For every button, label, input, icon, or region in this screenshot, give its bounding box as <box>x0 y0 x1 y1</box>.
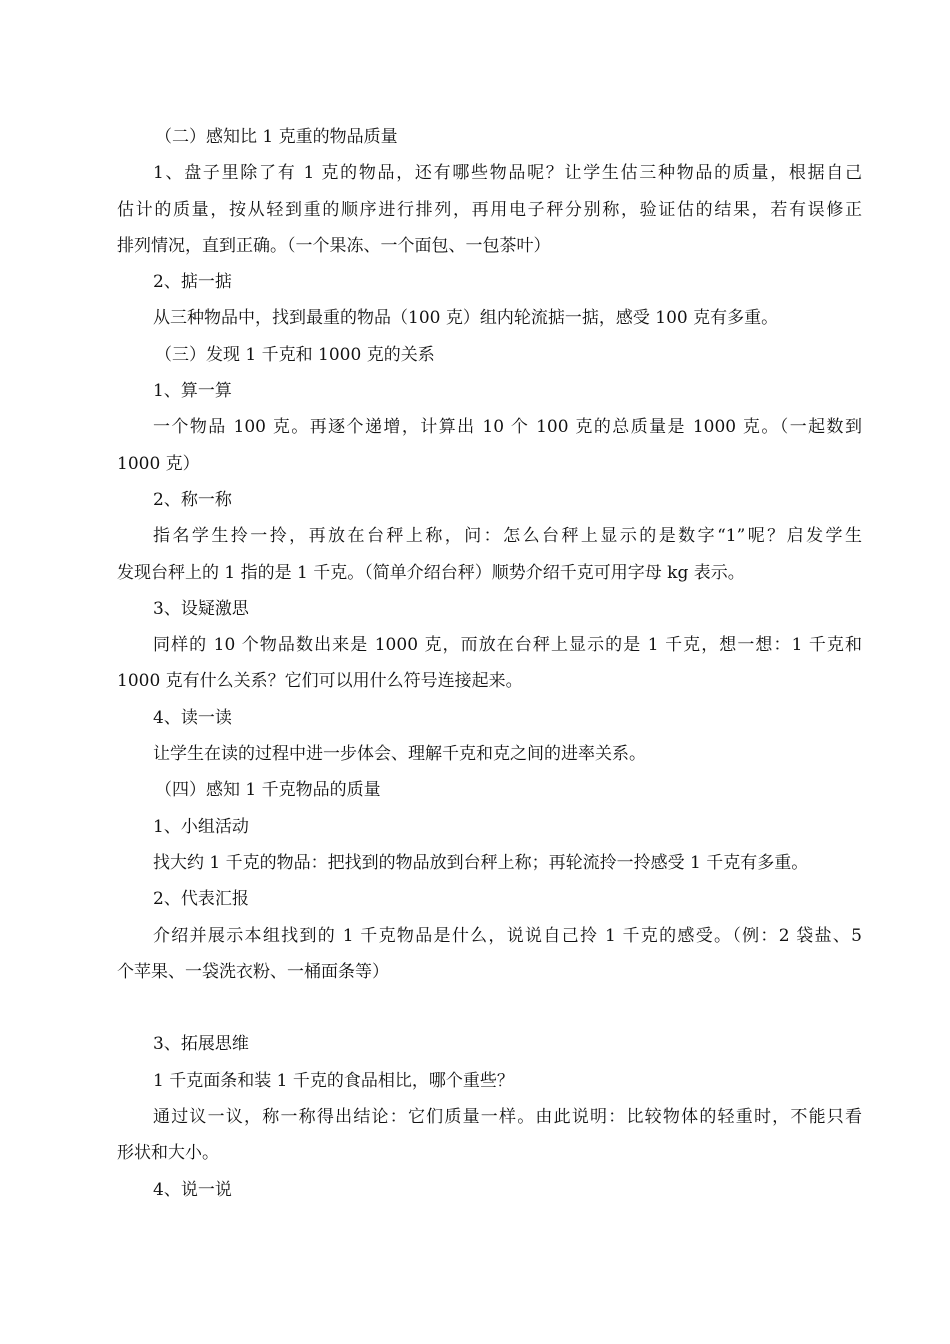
paragraph-line: 形状和大小。 <box>117 1143 219 1164</box>
paragraph-line: 1000 克） <box>117 453 200 474</box>
paragraph-line: 找大约 1 千克的物品：把找到的物品放到台秤上称；再轮流拎一拎感受 1 千克有多重。 <box>153 852 809 873</box>
step-heading: 1、算一算 <box>153 381 232 402</box>
paragraph-line: 同样的 10 个物品数出来是 1000 克，而放在台秤上显示的是 1 千克，想一想：1 千克和 <box>153 635 862 656</box>
paragraph-line: 1 千克面条和装 1 千克的食品相比，哪个重些？ <box>153 1070 514 1091</box>
paragraph-line: 估计的质量，按从轻到重的顺序进行排列，再用电子秤分别称，验证估的结果，若有误修正 <box>117 199 862 220</box>
paragraph-line: 1、盘子里除了有 1 克的物品，还有哪些物品呢？让学生估三种物品的质量，根据自己 <box>153 163 862 184</box>
blank-line <box>117 990 862 1026</box>
section-heading-3: （三）发现 1 千克和 1000 克的关系 <box>155 344 435 365</box>
step-heading: 4、读一读 <box>153 707 232 728</box>
step-heading: 2、代表汇报 <box>153 889 249 910</box>
paragraph-line: 排列情况，直到正确。（一个果冻、一个面包、一包茶叶） <box>117 235 551 256</box>
paragraph-line: 1000 克有什么关系？它们可以用什么符号连接起来。 <box>117 671 523 692</box>
document-body <box>117 119 862 1208</box>
step-heading: 2、掂一掂 <box>153 272 232 293</box>
paragraph-line: 指名学生拎一拎，再放在台秤上称，问：怎么台秤上显示的是数字“1”呢？启发学生 <box>153 526 862 547</box>
paragraph-line: 通过议一议，称一称得出结论：它们质量一样。由此说明：比较物体的轻重时，不能只看 <box>153 1107 862 1128</box>
paragraph-line: 个苹果、一袋洗衣粉、一桶面条等） <box>117 961 389 982</box>
paragraph-line: 让学生在读的过程中进一步体会、理解千克和克之间的进率关系。 <box>153 744 646 765</box>
section-heading-4: （四）感知 1 千克物品的质量 <box>155 780 381 801</box>
step-heading: 3、拓展思维 <box>153 1034 249 1055</box>
section-heading-2: （二）感知比 1 克重的物品质量 <box>155 127 398 147</box>
paragraph-line: 一个物品 100 克。再逐个递增，计算出 10 个 100 克的总质量是 1000 克。（一起数到 <box>153 417 862 438</box>
paragraph-line: 发现台秤上的 1 指的是 1 千克。（简单介绍台秤）顺势介绍千克可用字母 kg 表示。 <box>117 562 745 583</box>
step-heading: 2、称一称 <box>153 489 232 510</box>
paragraph-line: 从三种物品中，找到最重的物品（100 克）组内轮流掂一掂，感受 100 克有多重。 <box>153 308 779 329</box>
step-heading: 4、说一说 <box>153 1179 232 1200</box>
paragraph-line: 介绍并展示本组找到的 1 千克物品是什么，说说自己拎 1 千克的感受。（例：2 袋盐、5 <box>153 925 862 946</box>
step-heading: 3、设疑激思 <box>153 598 249 619</box>
step-heading: 1、小组活动 <box>153 816 249 837</box>
